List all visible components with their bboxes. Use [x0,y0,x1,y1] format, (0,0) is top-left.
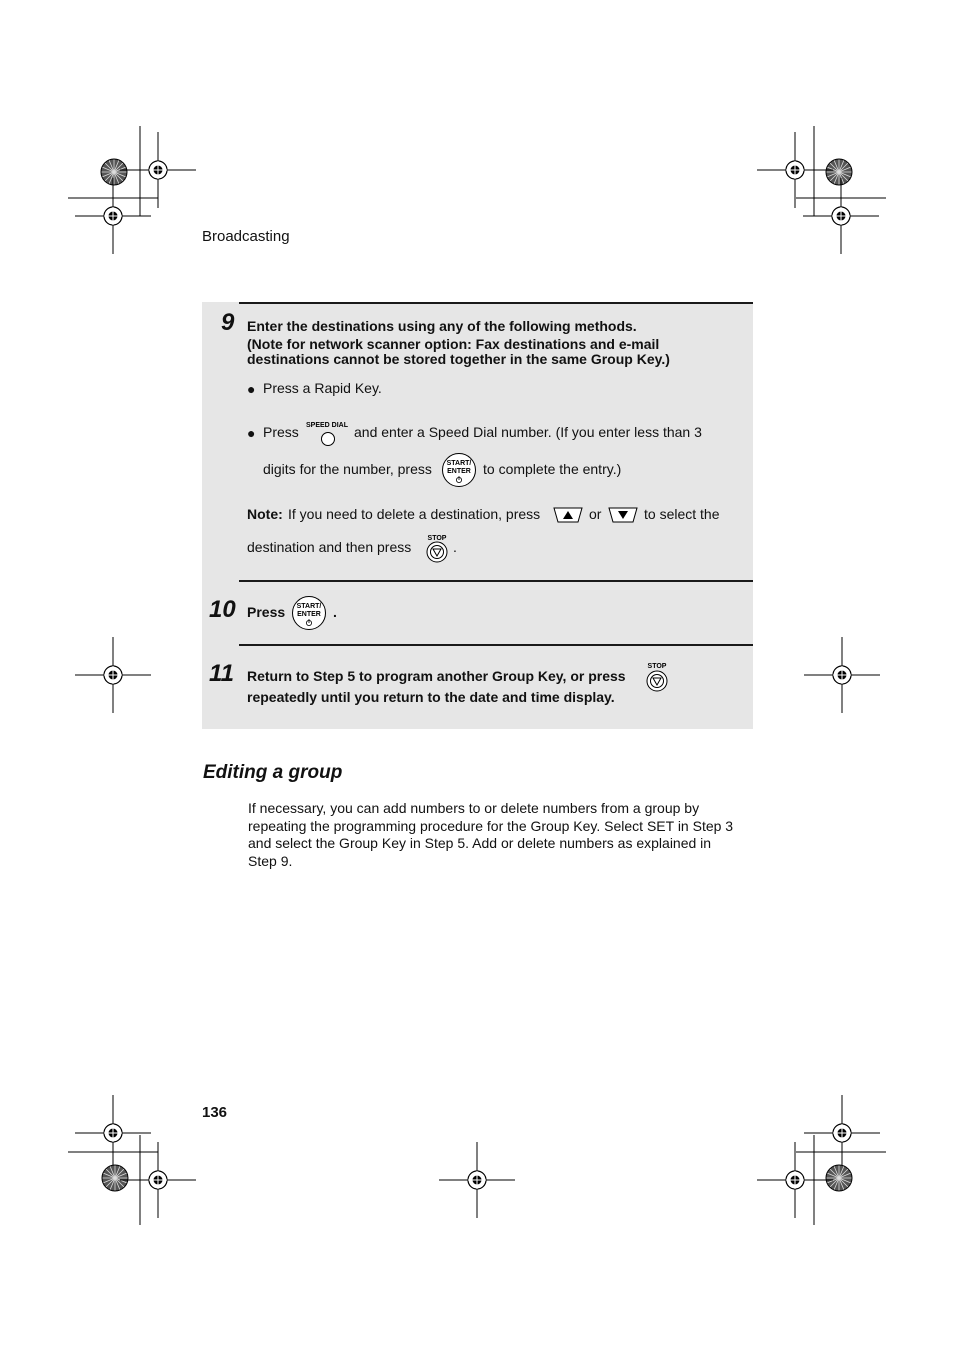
step9-line1: Enter the destinations using any of the following methods. [247,318,637,334]
running-header: Broadcasting [202,228,290,245]
stop-key-icon [423,531,451,565]
step9-line3: destinations cannot be stored together in the same Group Key.) [247,351,670,367]
speed-dial-key-icon [306,418,348,448]
start-key-label-bottom: ENTER [447,468,471,475]
stop-key-label: STOP [427,535,447,542]
section-heading: Editing a group [203,762,343,783]
section-paragraph: If necessary, you can add numbers to or delete numbers from a group by repeating the programming procedure for the Group Key. Select SET in Step 3 and select the Group Key in Step 5. Add or delete numbers as explained in Step 9. [248,800,734,870]
up-arrow-key-icon [552,505,584,525]
step9-bullet1: Press a Rapid Key. [263,380,382,396]
note-text-c: destination and then press [247,539,412,555]
step10-press: Press [247,604,286,620]
step9-bullet2-d: to complete the entry.) [483,461,622,477]
step11-rule [239,644,753,646]
step9-line2: (Note for network scanner option: Fax destinations and e-mail [247,336,660,352]
start-enter-key-icon [440,452,480,488]
step10-number: 10 [209,596,236,623]
bullet-dot: ● [247,381,256,397]
note-text-b: to select the [644,506,720,522]
step11-line2: repeatedly until you return to the date and time display. [247,689,615,705]
step11-number: 11 [209,660,234,687]
start-key-label-top: START/ [446,460,472,467]
step10-end: . [333,604,337,620]
down-arrow-key-icon [607,505,639,525]
step9-bullet2-c: digits for the number, press [263,461,432,477]
speed-dial-key-label: SPEED DIAL [306,422,348,429]
note-end: . [453,539,457,555]
step9-bullet2-b: and enter a Speed Dial number. (If you enter less than 3 [354,424,702,440]
step11-line1: Return to Step 5 to program another Group Key, or press [247,668,626,684]
step9-rule [239,302,753,304]
note-label: Note: [247,506,283,522]
step9-number: 9 [221,309,235,336]
page-number: 136 [202,1104,228,1121]
step9-bullet2-a: Press [263,424,299,440]
stop-key-label: STOP [647,663,667,670]
start-key-label-bottom: ENTER [297,611,321,618]
start-key-label-top: START/ [296,603,322,610]
step10-rule [239,580,753,582]
steps-box [202,302,753,729]
stop-key-icon [643,659,671,693]
note-text-a: If you need to delete a destination, press [288,506,541,522]
start-enter-key-icon [290,595,330,631]
bullet-dot: ● [247,425,256,441]
note-or: or [589,506,602,522]
